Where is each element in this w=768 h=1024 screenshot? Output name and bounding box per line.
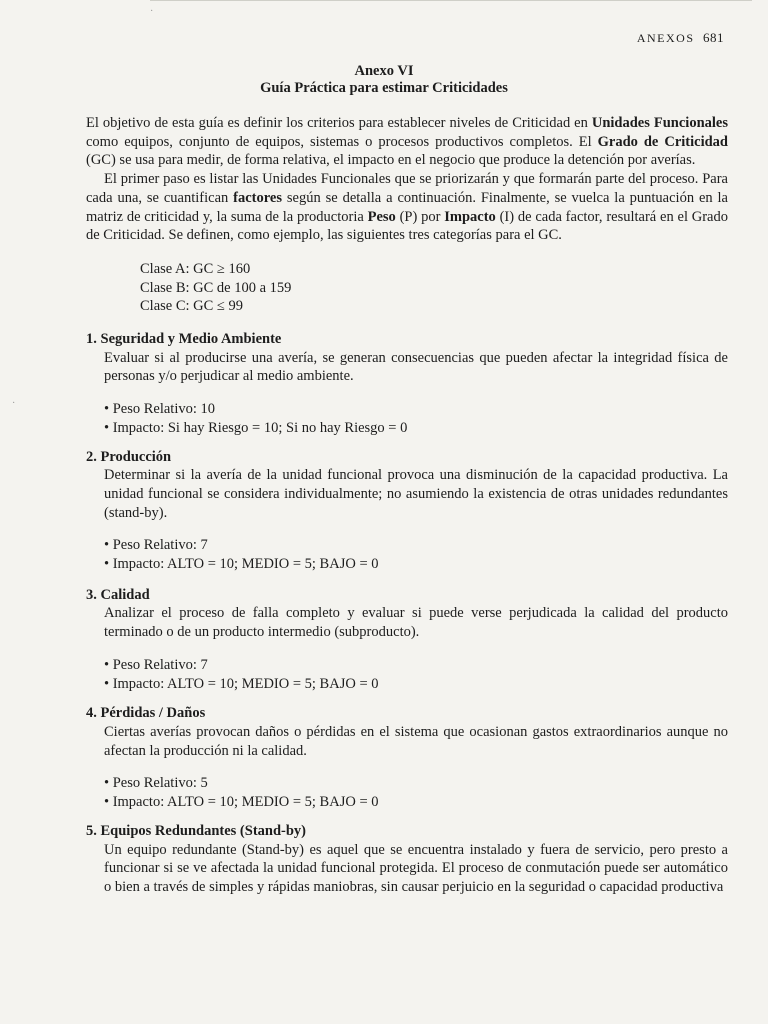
class-item: Clase B: GC de 100 a 159 bbox=[140, 279, 292, 296]
bullet-item: • Peso Relativo: 7 bbox=[104, 537, 208, 554]
body-content bbox=[86, 114, 728, 897]
bold-term: factores bbox=[233, 189, 283, 206]
section-calidad bbox=[86, 586, 728, 694]
scan-speck: · bbox=[12, 398, 16, 409]
section-title: 4. Pérdidas / Daños bbox=[86, 705, 206, 722]
class-item: Clase C: GC ≤ 99 bbox=[140, 298, 244, 315]
section-body: Ciertas averías provocan daños o pérdidas en el sistema que ocasionan gastos extraordinarios aunque no afectan la producción ni la calidad. bbox=[104, 723, 728, 759]
section-title: 5. Equipos Redundantes (Stand-by) bbox=[86, 822, 306, 839]
section-redundantes bbox=[86, 822, 728, 897]
bullet-item: • Peso Relativo: 5 bbox=[104, 775, 208, 792]
page-number: 681 bbox=[703, 30, 724, 45]
header-section: ANEXOS bbox=[636, 31, 695, 45]
title-block bbox=[0, 63, 768, 97]
text-run: El objetivo de esta guía es definir los criterios para establecer niveles de Criticidad en bbox=[86, 115, 592, 131]
bullet-list bbox=[86, 656, 728, 693]
scan-speck: · bbox=[150, 6, 154, 17]
bullet-item: • Peso Relativo: 7 bbox=[104, 656, 208, 673]
bold-term: Grado de Criticidad bbox=[597, 133, 728, 150]
section-seguridad bbox=[86, 330, 728, 438]
bold-term: Impacto bbox=[444, 208, 496, 225]
section-body: Un equipo redundante (Stand-by) es aquel que se encuentra instalado y fuera de servicio, pero presto a funcionar si se ve afectada la unidad funcional protegida. El proceso de conmutación puede ser automático o bien a través de simples y rápidas maniobras, sin causar perjuicio en la seguridad o capacidad productiva bbox=[104, 841, 728, 895]
section-title: 1. Seguridad y Medio Ambiente bbox=[86, 331, 282, 348]
annex-subtitle: Guía Práctica para estimar Criticidades bbox=[260, 80, 508, 96]
text-run: (I) de cada factor, resultará en el Grado de Criticidad. Se definen, como ejemplo, las siguientes tres categorías para el GC. bbox=[86, 208, 728, 244]
bullet-item: • Impacto: Si hay Riesgo = 10; Si no hay Riesgo = 0 bbox=[104, 419, 408, 436]
text-run: como equipos, conjunto de equipos, sistemas o procesos productivos completos. El bbox=[86, 133, 598, 150]
section-body: Determinar si la avería de la unidad funcional provoca una disminución de la capacidad productiva. La unidad funcional se considera individualmente; no asumiendo la existencia de otras unidades redundantes (stand-by). bbox=[104, 467, 728, 521]
bold-term: Peso bbox=[367, 208, 396, 225]
bullet-item: • Impacto: ALTO = 10; MEDIO = 5; BAJO = 0 bbox=[104, 556, 379, 573]
section-body: Evaluar si al producirse una avería, se generan consecuencias que pueden afectar la integridad física de personas y/o perjudicar al medio ambiente. bbox=[104, 349, 728, 385]
bullet-list bbox=[86, 774, 728, 811]
scan-top-edge bbox=[150, 0, 752, 1]
text-run: (P) por bbox=[395, 208, 445, 225]
section-produccion bbox=[86, 448, 728, 574]
class-list bbox=[140, 260, 728, 316]
section-title: 3. Calidad bbox=[86, 586, 150, 603]
text-run: (GC) se usa para medir, de forma relativa, el impacto en el negocio que produce la detención por averías. bbox=[86, 152, 696, 169]
text-run: según se detalla a continuación. Finalmente, se vuelca la puntuación en la matriz de criticidad y, la suma de la productoria bbox=[86, 189, 728, 225]
text-run: El primer paso es listar las Unidades Funcionales que se priorizarán y que formarán parte del proceso. Para cada una, se cuantifican bbox=[86, 171, 728, 206]
intro-paragraph-1 bbox=[86, 114, 728, 170]
section-body: Analizar el proceso de falla completo y evaluar si puede verse perjudicada la calidad del producto terminado o de un producto intermedio (subproducto). bbox=[104, 605, 728, 641]
bold-term: Unidades Funcionales bbox=[591, 115, 728, 131]
intro-paragraph-2 bbox=[86, 170, 728, 245]
running-header bbox=[637, 30, 724, 46]
bullet-list bbox=[86, 400, 728, 437]
section-perdidas bbox=[86, 704, 728, 812]
bullet-item: • Impacto: ALTO = 10; MEDIO = 5; BAJO = 0 bbox=[104, 675, 379, 692]
class-item: Clase A: GC ≥ 160 bbox=[140, 260, 251, 277]
annex-title: Anexo VI bbox=[354, 63, 414, 79]
section-title: 2. Producción bbox=[86, 448, 172, 465]
bullet-item: • Peso Relativo: 10 bbox=[104, 401, 216, 418]
bullet-list bbox=[86, 536, 728, 573]
bullet-item: • Impacto: ALTO = 10; MEDIO = 5; BAJO = 0 bbox=[104, 794, 379, 811]
